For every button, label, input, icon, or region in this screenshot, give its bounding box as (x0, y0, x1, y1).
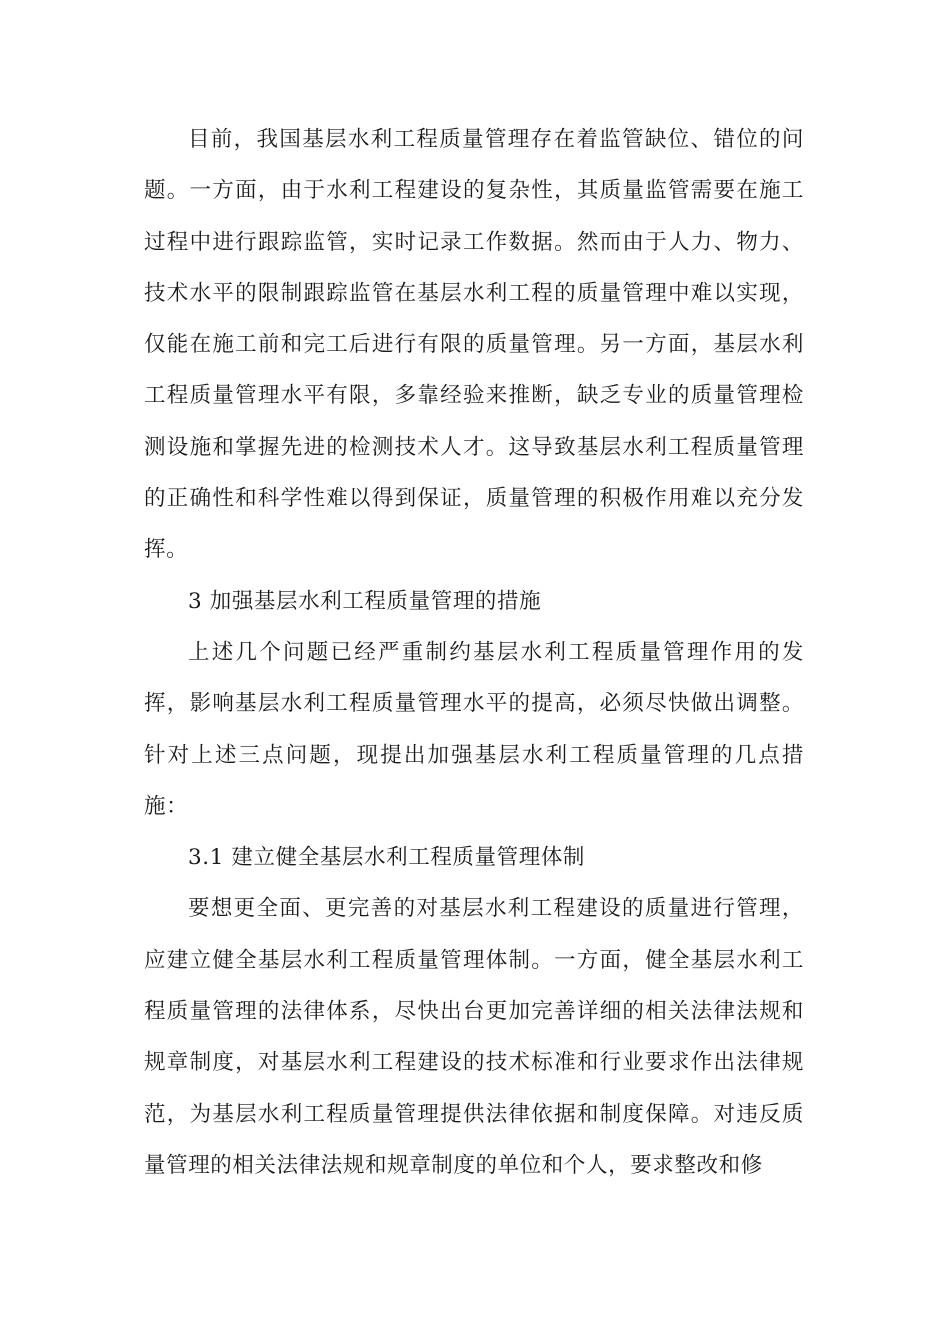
subsection-heading: 3.1 建立健全基层水利工程质量管理体制 (188, 845, 586, 871)
body-paragraph: 上述几个问题已经严重制约基层水利工程质量管理作用的发挥，影响基层水利工程质量管理水平的提高，必须尽快做出调整。针对上述三点问题，现提出加强基层水利工程质量管理的几点措施： (144, 639, 804, 819)
body-paragraph: 目前，我国基层水利工程质量管理存在着监管缺位、错位的问题。一方面，由于水利工程建设的复杂性，其质量监管需要在施工过程中进行跟踪监管，实时记录工作数据。然而由于人力、物力、技术水平的限制跟踪监管在基层水利工程的质量管理中难以实现，仅能在施工前和完工后进行有限的质量管理。另一方面，基层水利工程质量管理水平有限，多靠经验来推断，缺乏专业的质量管理检测设施和掌握先进的检测技术人才。这导致基层水利工程质量管理的正确性和科学性难以得到保证，质量管理的积极作用难以充分发挥。 (144, 127, 804, 563)
section-heading: 3 加强基层水利工程质量管理的措施 (188, 588, 542, 614)
document-body (144, 114, 804, 1191)
body-paragraph: 要想更全面、更完善的对基层水利工程建设的质量进行管理，应建立健全基层水利工程质量管理体制。一方面，健全基层水利工程质量管理的法律体系，尽快出台更加完善详细的相关法律法规和规章制度，对基层水利工程建设的技术标准和行业要求作出法律规范，为基层水利工程质量管理提供法律依据和制度保障。对违反质量管理的相关法律法规和规章制度的单位和个人，要求整改和修 (144, 896, 804, 1178)
